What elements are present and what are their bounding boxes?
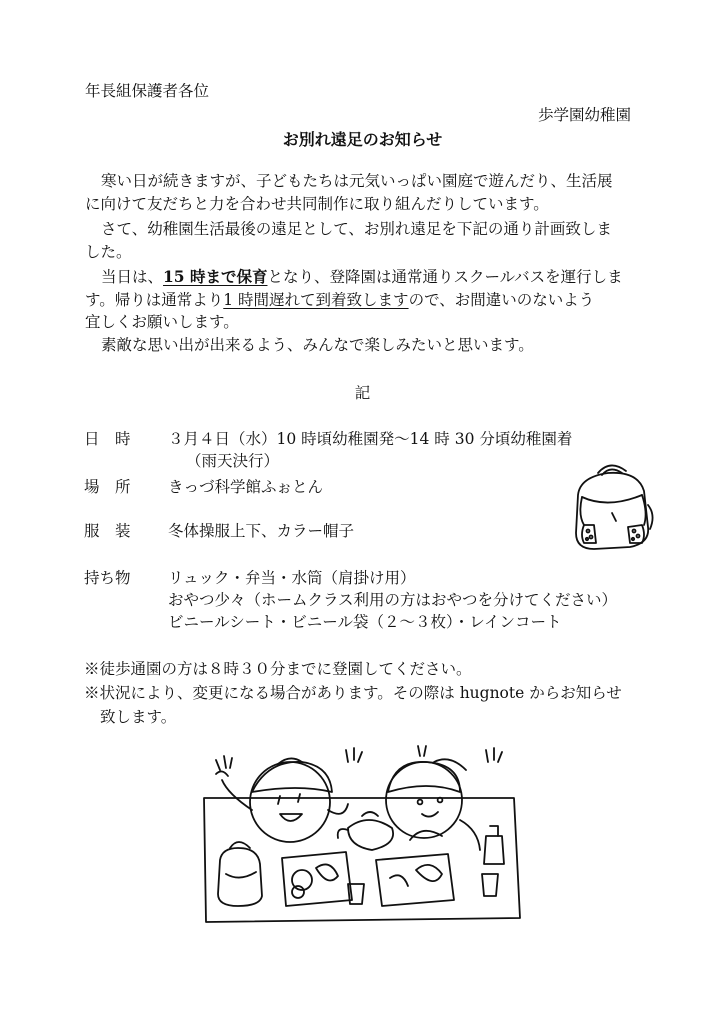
p3-line3: 宜しくお願いします。 <box>85 313 239 331</box>
page-title: お別れ遠足のお知らせ <box>282 130 443 149</box>
note-changes: ※状況により、変更になる場合があります。その際は hugnote からお知らせ <box>84 684 622 702</box>
paragraph-3 <box>85 266 655 334</box>
clothes-label: 服 装 <box>84 522 131 540</box>
backpack-icon <box>560 455 660 555</box>
items-label: 持ち物 <box>84 569 131 587</box>
clothes-value: 冬体操服上下、カラー帽子 <box>168 522 355 540</box>
childcare-until-emphasis: 15 時まで保育 <box>163 267 268 286</box>
items-line3: ビニールシート・ビニール袋（２～３枚）・レインコート <box>168 613 562 631</box>
date-value: ３月４日（水）10 時頃幼稚園発～14 時 30 分頃幼稚園着 <box>168 430 573 448</box>
items-line2: おやつ少々（ホームクラス利用の方はおやつを分けてください） <box>168 591 618 609</box>
place-label: 場 所 <box>84 478 131 496</box>
p2-line1: さて、幼稚園生活最後の遠足として、お別れ遠足を下記の通り計画致しま <box>101 220 612 238</box>
paragraph-4 <box>85 334 655 357</box>
ki-heading: 記 <box>354 384 371 402</box>
p4-line1: 素敵な思い出が出来るよう、みんなで楽しみたいと思います。 <box>101 336 534 354</box>
addressee: 年長組保護者各位 <box>85 82 210 100</box>
note-walking: ※徒歩通園の方は８時３０分までに登園してください。 <box>84 660 472 678</box>
paragraph-1 <box>85 170 655 215</box>
place-value: きっづ科学館ふぉとん <box>168 478 324 496</box>
p1-line2: に向けて友だちと力を合わせ共同制作に取り組んだりしています。 <box>85 194 549 213</box>
note-changes-cont: 致します。 <box>100 708 177 726</box>
p1-line1: 寒い日が続きますが、子どもたちは元気いっぱい園庭で遊んだり、生活展 <box>101 172 613 190</box>
p3-line2: す。帰りは通常より1 時間遅れて到着致しますので、お間違いのないよう <box>85 290 595 309</box>
p3-line1: 当日は、15 時まで保育となり、登降園は通常通りスクールバスを運行しま <box>101 267 623 286</box>
items-line1: リュック・弁当・水筒（肩掛け用） <box>168 569 416 587</box>
school-name: 歩学園幼稚園 <box>538 106 632 124</box>
paragraph-2 <box>85 218 655 263</box>
date-note: （雨天決行） <box>186 452 280 470</box>
late-arrival-emphasis: 1 時間遅れて到着致します <box>223 290 409 309</box>
date-label: 日 時 <box>84 430 131 448</box>
picnic-children-illustration <box>198 740 528 930</box>
p2-line2: した。 <box>85 242 132 261</box>
